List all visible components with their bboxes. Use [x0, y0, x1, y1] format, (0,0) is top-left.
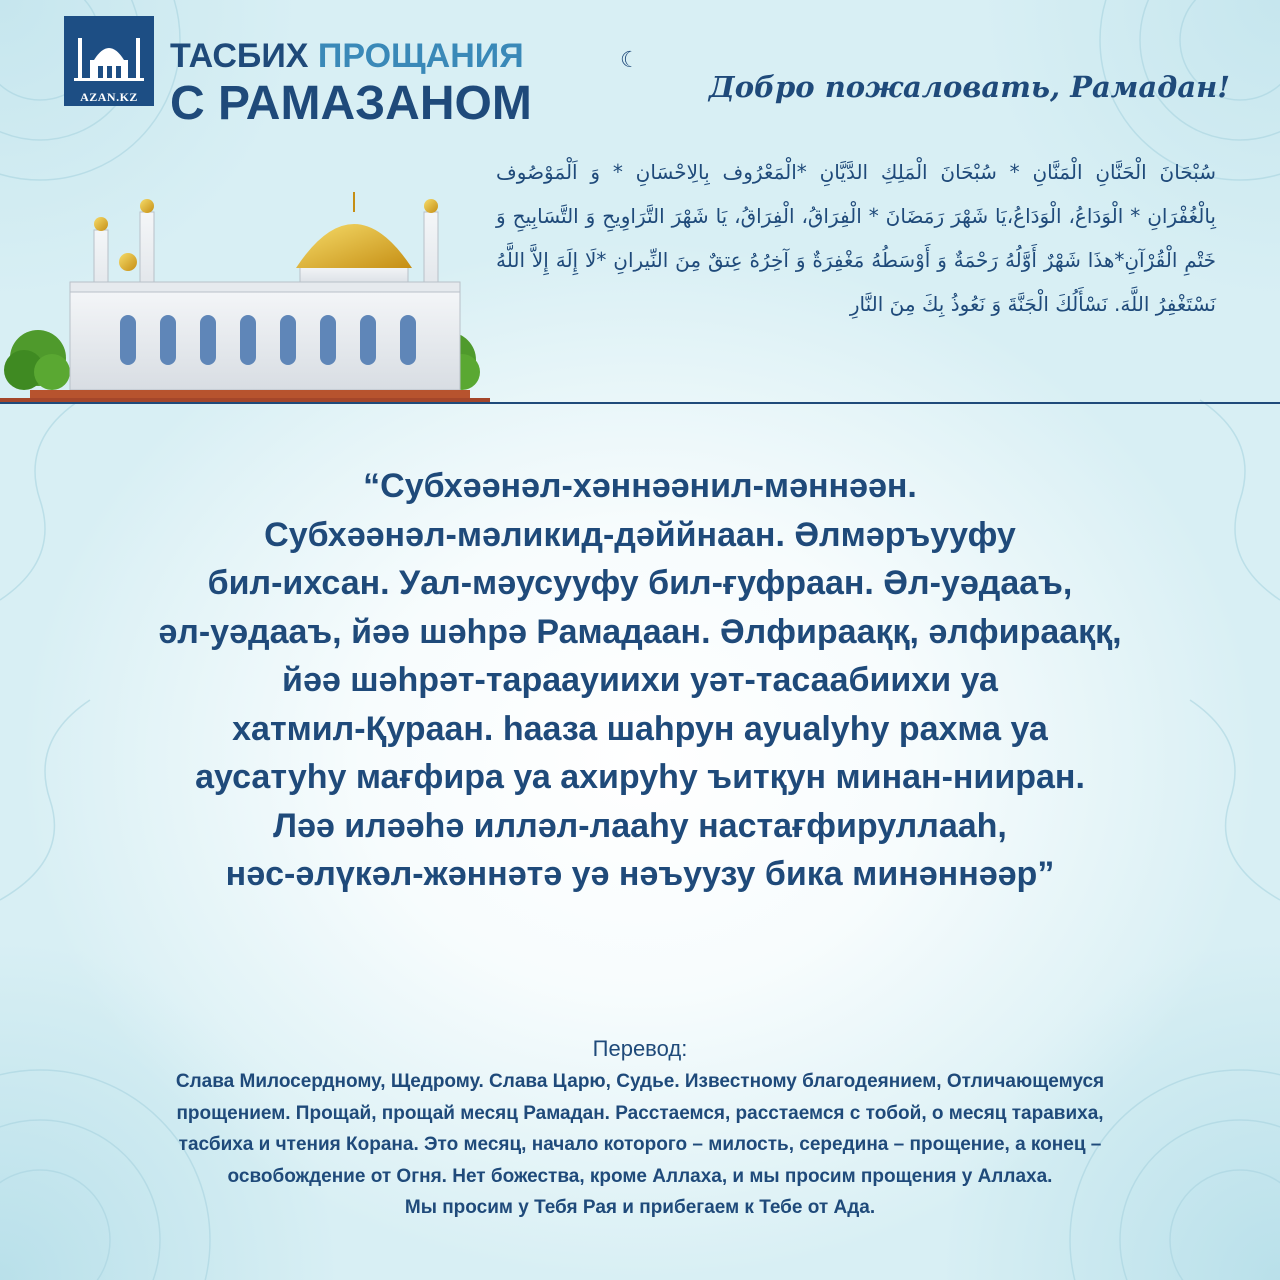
- translation-line: Слава Милосердному, Щедрому. Слава Царю, Судье. Известному благодеянием, Отличающемуся: [175, 1071, 1105, 1092]
- arabic-text: سُبْحَانَ الْحَنَّانِ الْمَنَّانِ * سُبْحَانَ الْمَلِكِ الدَّيَّانِ *الْمَعْرُوف بِالِاحْسَانِ * وَ اَلْمَوْصُوف بِالْغُفْرَانِ * الْوَدَاعُ، الْوَدَاعُ،يَا شَهْرَ رَمَضَانَ * الْفِرَاقُ، الْفِرَاقُ، يَا شَهْرَ التَّرَاوِيحِ وَ التَّسَابِيحِ وَ خَتْمِ الْقُرْآنِ*هذَا شَهْرٌ أَوَّلُهُ رَحْمَةٌ وَ أَوْسَطُهُ مَغْفِرَةٌ وَ آخِرُهُ عِتقٌ مِنَ النِّيرانِ *لَا إِلَهَ إِلاَّ اللَّهُ نَسْتَغْفِرُ اللَّهَ. نَسْأَلُكَ الْجَنَّةَ وَ نَعُوذُ بِكَ مِنَ النَّارِ: [496, 160, 1216, 316]
- translation-line: Мы просим у Тебя Рая и прибегаем к Тебе от Ада.: [404, 1197, 876, 1218]
- mosque-icon: [64, 16, 154, 90]
- transliteration-line: Субхəəнəл-мəликид-дəййнаан. Əлмəръууфу: [264, 515, 1016, 554]
- transliteration-line: йəə шəһрəт-тараауиихи уəт-тасаабиихи уа: [282, 661, 998, 699]
- title-word-1: ТАСБИХ: [170, 37, 309, 75]
- logo-text: AZAN.KZ: [80, 90, 138, 104]
- transliteration-line: əл-уəдааъ, йəə шəһрə Рамадаан. Əлфирааққ, əлфирааққ,: [158, 612, 1122, 651]
- welcome-heading: Добро пожаловать, Рамадан!: [708, 70, 1230, 104]
- mosque-illustration: [0, 190, 490, 405]
- page-title: [170, 36, 532, 130]
- transliteration-line: Лəə илəəһə иллəл-лааһу настағфируллааһ,: [273, 806, 1007, 845]
- translation-block: [60, 1066, 1220, 1224]
- translation-label: Перевод:: [592, 1036, 688, 1061]
- translation-line: тасбиха и чтения Корана. Это месяц, начало которого – милость, середина – прощение, а конец –: [178, 1134, 1102, 1155]
- translation-line: прощением. Прощай, прощай месяц Рамадан. Расстаемся, расстаемся с тобой, о месяц таравиха,: [176, 1102, 1104, 1124]
- title-line-2: С РАМАЗАНОМ: [170, 77, 532, 130]
- transliteration-line: нəс-əлүкəл-жəннəтə уə нəъуузу бика минəннəəр”: [225, 855, 1055, 893]
- transliteration-line: аусатуһу мағфира уа ахируһу ъитқун минан-нииран.: [195, 758, 1085, 796]
- golden-dome: [296, 224, 412, 268]
- transliteration-line: хатмил-Қураан. һааза шаһрун ауualуһу рахма уа: [232, 709, 1048, 748]
- transliteration-block: [110, 462, 1170, 899]
- divider: [0, 402, 1280, 404]
- azan-logo[interactable]: [64, 16, 154, 106]
- transliteration-line: “Субхəəнəл-хəннəəнил-мəннəəн.: [363, 467, 917, 505]
- title-line-1: [170, 36, 532, 76]
- title-word-2: ПРОЩАНИЯ: [317, 37, 524, 75]
- translation-line: освобождение от Огня. Нет божества, кроме Аллаха, и мы просим прощения у Аллаха.: [227, 1165, 1053, 1187]
- transliteration-line: бил-ихсан. Уал-мəусууфу бил-ғуфраан. Əл-уəдааъ,: [207, 564, 1073, 602]
- crescent-moon-icon: ☾: [620, 48, 640, 73]
